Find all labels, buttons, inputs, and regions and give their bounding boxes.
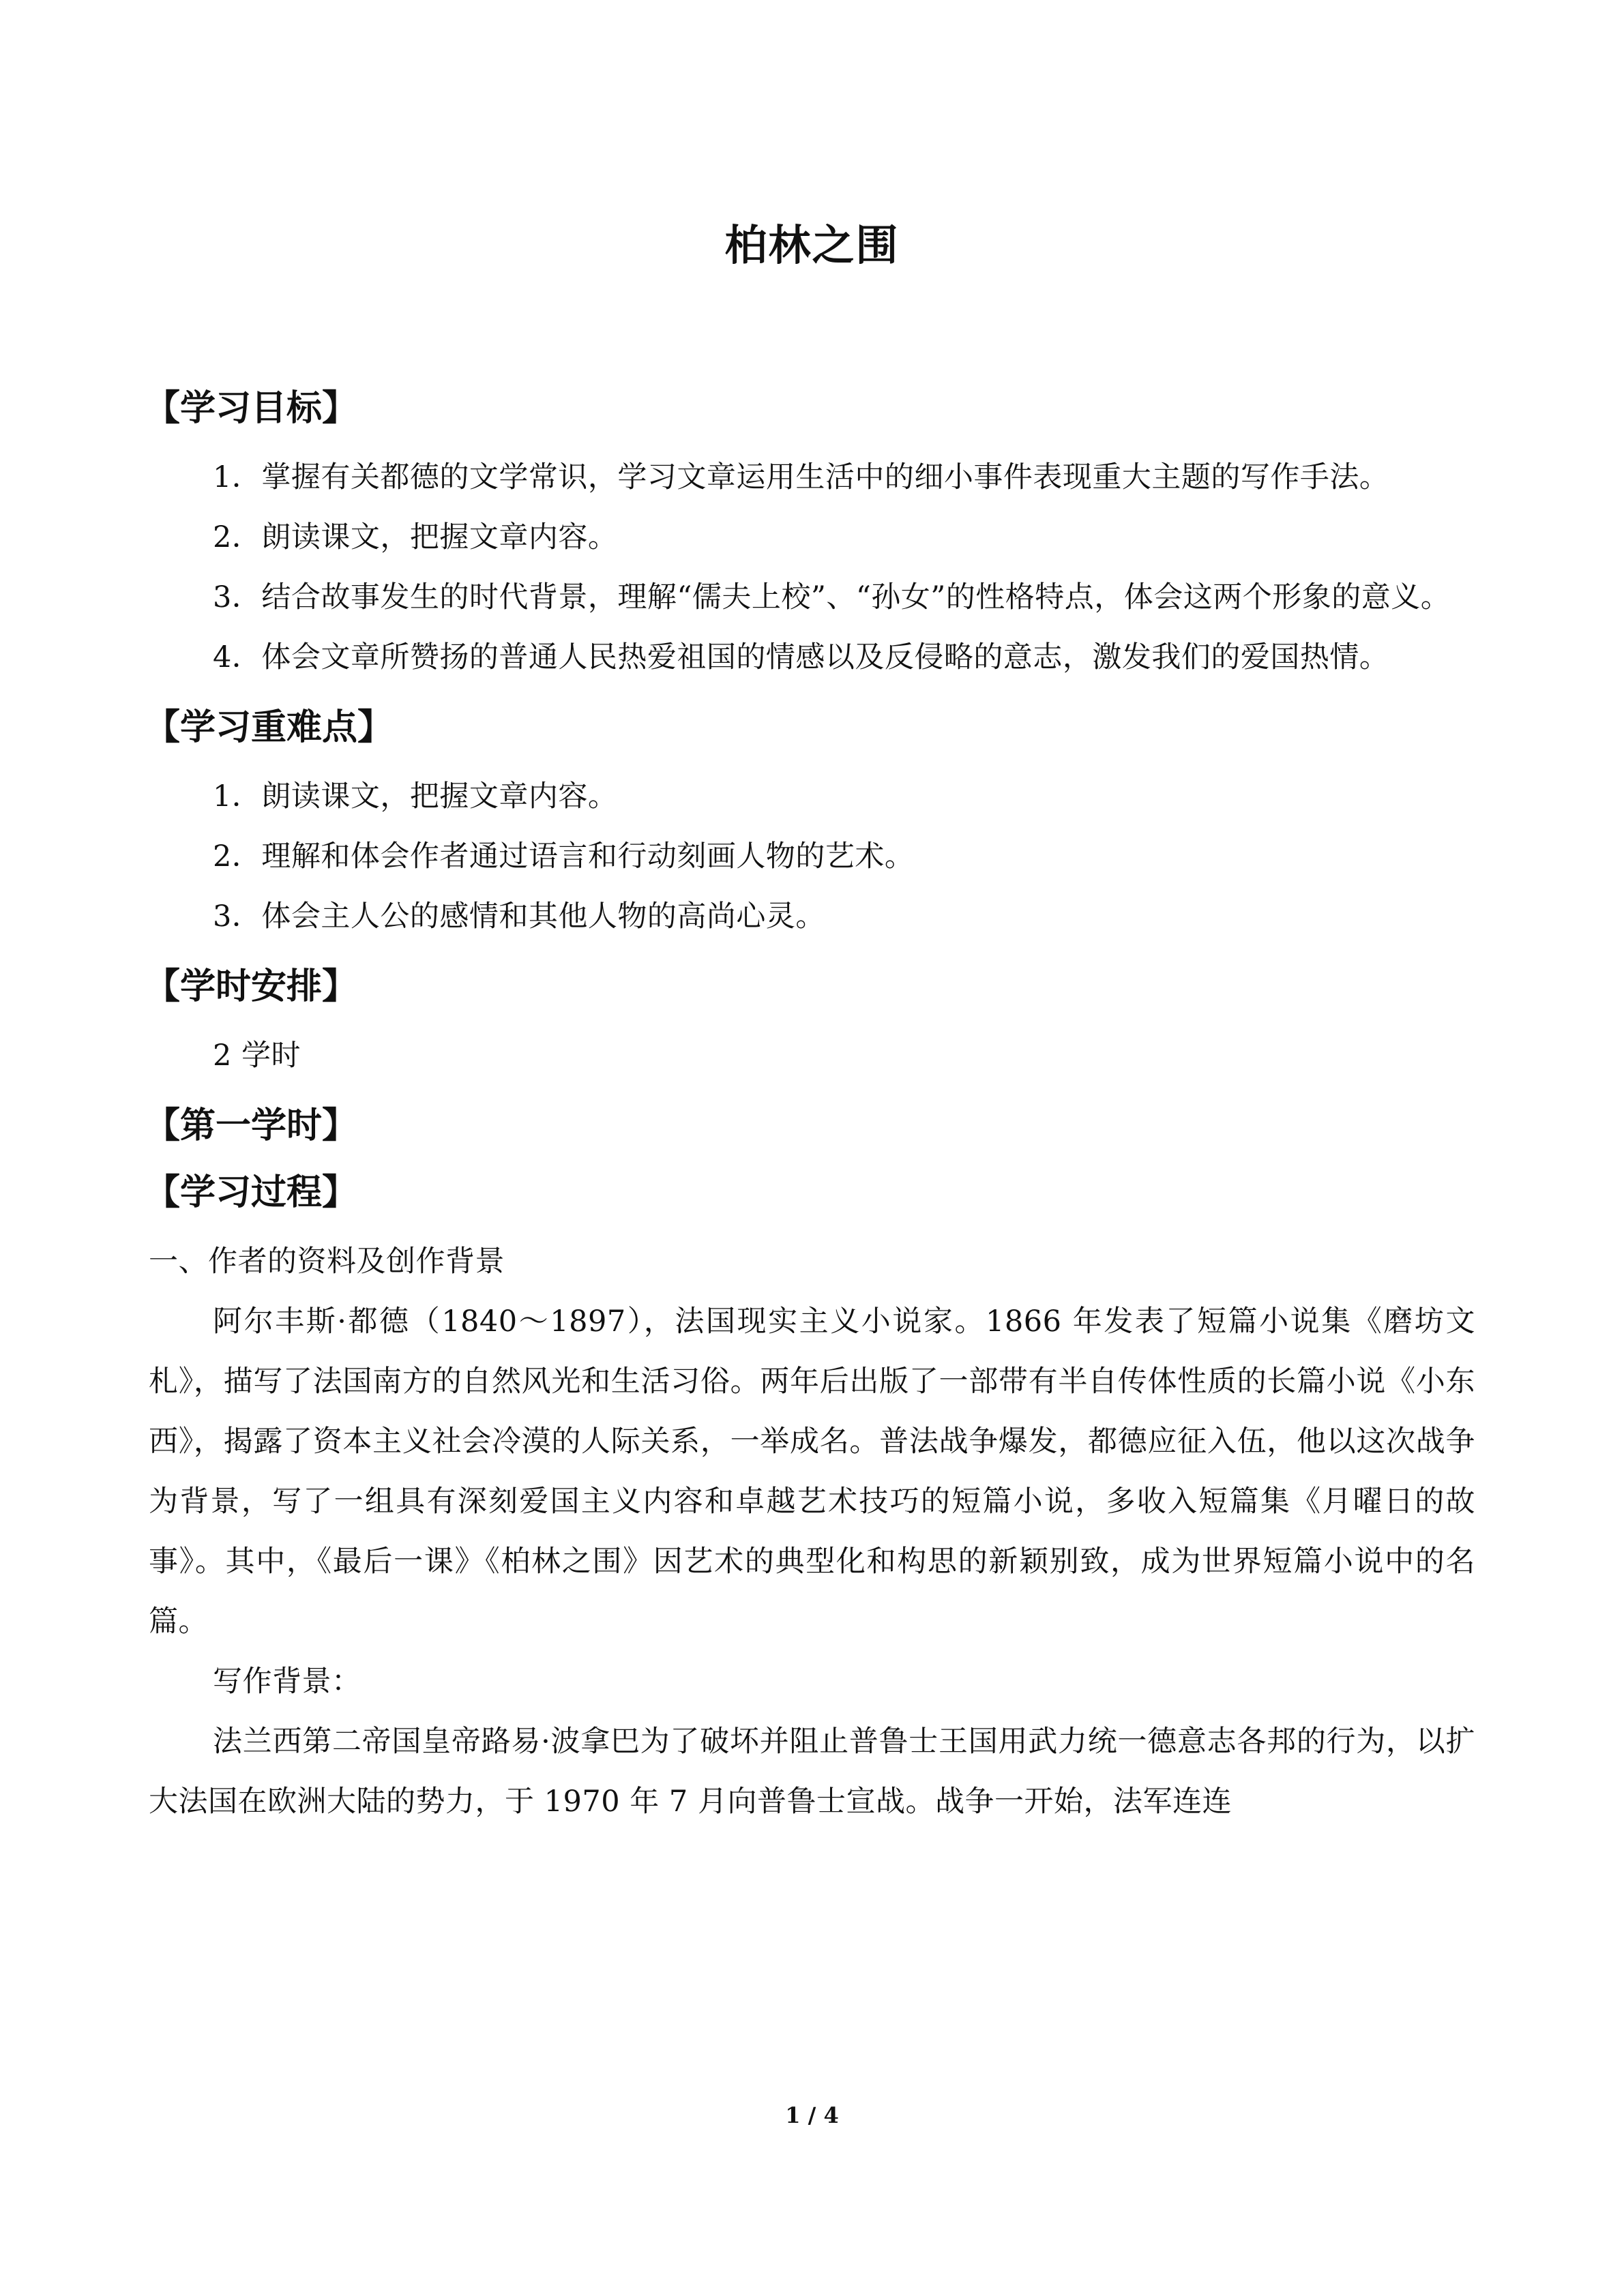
key-point-item: 2．理解和体会作者通过语言和行动刻画人物的艺术。: [213, 839, 915, 874]
document-body: [145, 382, 1475, 1832]
page-title: 柏林之围: [724, 220, 900, 270]
objective-item: 3．结合故事发生的时代背景，理解“儒夫上校”、“孙女”的性格特点，体会这两个形象的意义。: [213, 580, 1451, 614]
page-number: 1 / 4: [785, 2102, 839, 2128]
objective-item: 1．掌握有关都德的文学常识，学习文章运用生活中的细小事件表现重大主题的写作手法。: [213, 460, 1389, 494]
objective-item: 2．朗读课文，把握文章内容。: [213, 520, 618, 554]
author-paragraph: 阿尔丰斯·都德（1840～1897），法国现实主义小说家。1866 年发表了短篇小说集《磨坊文札》，描写了法国南方的自然风光和生活习俗。两年后出版了一部带有半自传体性质的长篇小说《小东西》，揭露了资本主义社会冷漠的人际关系，一举成名。普法战争爆发，都德应征入伍，他以这次战争为背景，写了一组具有深刻爱国主义内容和卓越艺术技巧的短篇小说，多收入短篇集《月曜日的故事》。其中，《最后一课》《柏林之围》因艺术的典型化和构思的新颖别致，成为世界短篇小说中的名篇。: [149, 1304, 1475, 1639]
objectives-heading: 【学习目标】: [145, 388, 358, 429]
key-point-item: 3．体会主人公的感情和其他人物的高尚心灵。: [213, 899, 825, 934]
schedule-heading: 【学时安排】: [145, 966, 358, 1007]
background-label: 写作背景：: [213, 1665, 361, 1699]
background-paragraph: 法兰西第二帝国皇帝路易·波拿巴为了破坏并阻止普鲁士王国用武力统一德意志各邦的行为，以扩大法国在欧洲大陆的势力，于 1970 年 7 月向普鲁士宣战。战争一开始，法军连连: [149, 1725, 1475, 1819]
key-point-item: 1．朗读课文，把握文章内容。: [213, 779, 618, 814]
schedule-text: 2 学时: [213, 1039, 301, 1073]
objective-item: 4．体会文章所赞扬的普通人民热爱祖国的情感以及反侵略的意志，激发我们的爱国热情。: [213, 640, 1389, 674]
process-heading: 【学习过程】: [145, 1172, 358, 1213]
first-period-heading: 【第一学时】: [145, 1105, 358, 1146]
key-points-heading: 【学习重难点】: [145, 707, 394, 748]
process-subheading: 一、作者的资料及创作背景: [149, 1244, 505, 1279]
